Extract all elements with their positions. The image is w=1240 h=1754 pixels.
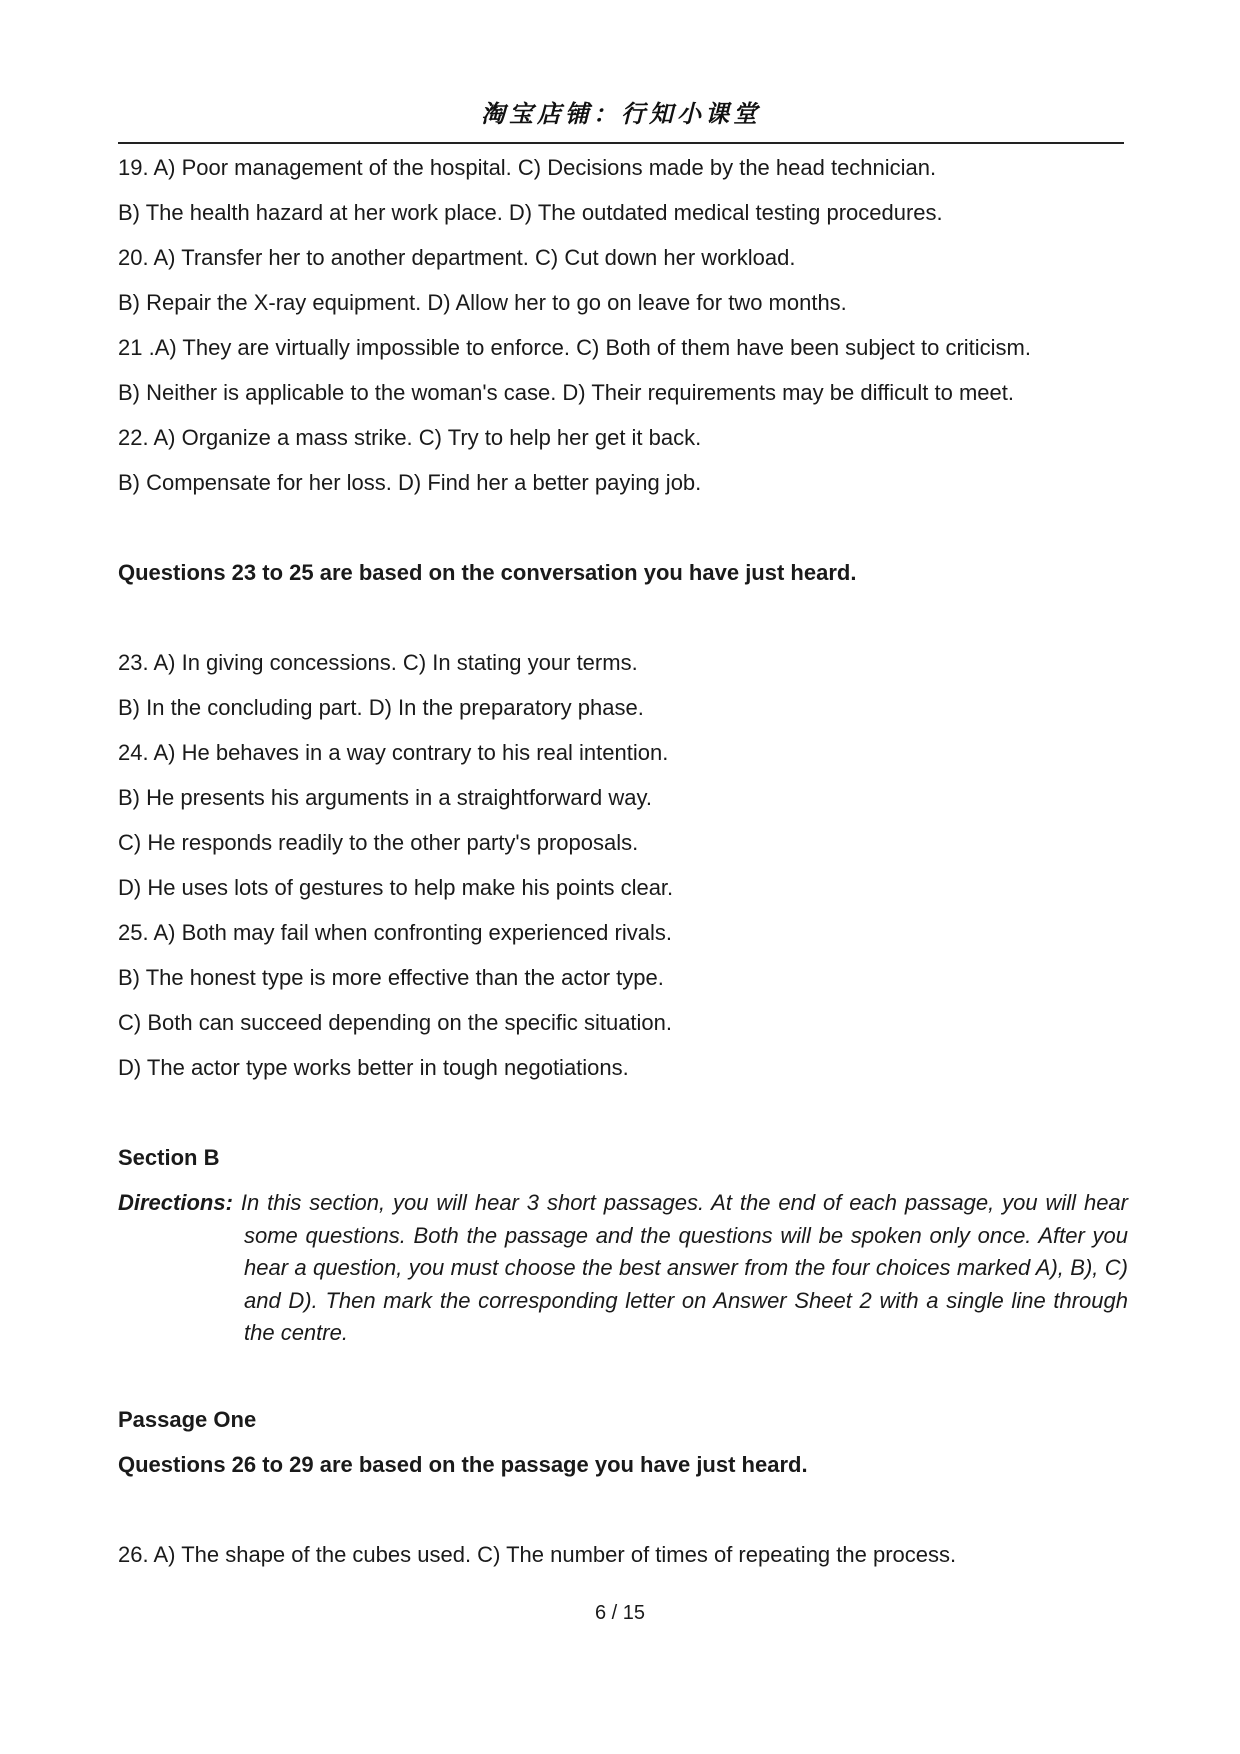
directions-body: some questions. Both the passage and the questions will be spoken only once. After you hear a question, you must choose the best answer from the four choices marked A), B), C) and D). Then mark the corresponding letter on Answer Sheet 2 with a single line through the centre. bbox=[244, 1222, 1128, 1345]
option-line: 20. A) Transfer her to another department. C) Cut down her workload. bbox=[118, 245, 796, 270]
section-b-directions bbox=[118, 1187, 1128, 1350]
option-line: 22. A) Organize a mass strike. C) Try to help her get it back. bbox=[118, 425, 702, 450]
option-line: 23. A) In giving concessions. C) In stating your terms. bbox=[118, 650, 638, 675]
option-line: 21 .A) They are virtually impossible to enforce. C) Both of them have been subject to criticism. bbox=[118, 335, 1031, 360]
option-line: 25. A) Both may fail when confronting experienced rivals. bbox=[118, 920, 672, 945]
directions-label: Directions: bbox=[118, 1190, 233, 1215]
option-line: D) He uses lots of gestures to help make his points clear. bbox=[118, 875, 674, 900]
question-group-19-22 bbox=[118, 148, 1128, 508]
option-line: 26. A) The shape of the cubes used. C) The number of times of repeating the process. bbox=[118, 1541, 957, 1567]
option-line: B) Neither is applicable to the woman's case. D) Their requirements may be difficult to meet. bbox=[118, 380, 1015, 405]
option-line: C) He responds readily to the other party's proposals. bbox=[118, 830, 639, 855]
page-content bbox=[118, 148, 1128, 1580]
questions-26-29-heading: Questions 26 to 29 are based on the passage you have just heard. bbox=[118, 1451, 808, 1477]
page-header bbox=[118, 96, 1124, 144]
option-line: B) He presents his arguments in a straightforward way. bbox=[118, 785, 652, 810]
option-line: C) Both can succeed depending on the specific situation. bbox=[118, 1010, 673, 1035]
option-line: B) The health hazard at her work place. D) The outdated medical testing procedures. bbox=[118, 200, 943, 225]
option-line: D) The actor type works better in tough negotiations. bbox=[118, 1055, 629, 1080]
page-header-title: 淘宝店铺：行知小课堂 bbox=[481, 100, 761, 128]
option-line: 19. A) Poor management of the hospital. C) Decisions made by the head technician. bbox=[118, 155, 937, 180]
directions-first-text: In this section, you will hear 3 short passages. At the end of each passage, you will hear bbox=[232, 1190, 1128, 1215]
directions-first-line bbox=[118, 1187, 1128, 1220]
option-line: 24. A) He behaves in a way contrary to his real intention. bbox=[118, 740, 669, 765]
question-group-23-25 bbox=[118, 643, 1128, 1093]
option-line: B) Repair the X-ray equipment. D) Allow her to go on leave for two months. bbox=[118, 290, 847, 315]
questions-23-25-heading: Questions 23 to 25 are based on the conversation you have just heard. bbox=[118, 560, 857, 585]
section-b-title: Section B bbox=[118, 1145, 220, 1170]
passage-one-title: Passage One bbox=[118, 1406, 257, 1432]
option-line: B) Compensate for her loss. D) Find her a better paying job. bbox=[118, 470, 702, 495]
option-line: B) The honest type is more effective than the actor type. bbox=[118, 965, 664, 990]
option-line: B) In the concluding part. D) In the preparatory phase. bbox=[118, 695, 644, 720]
page-number: 6 / 15 bbox=[594, 1602, 646, 1624]
